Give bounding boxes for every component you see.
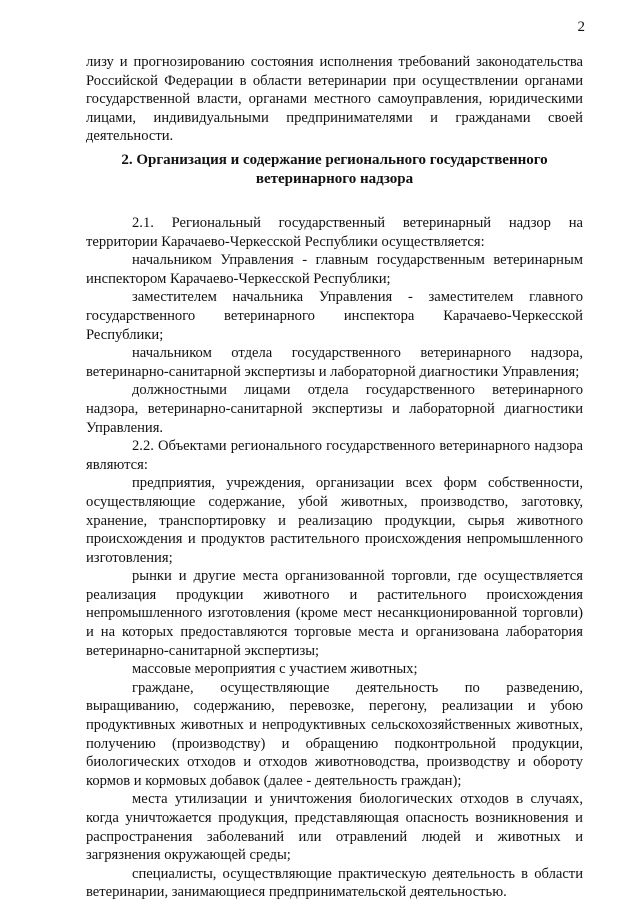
paragraph-citizens: граждане, осуществляющие деятельность по разведению, выращиванию, содержанию, перевозке, перегону, реализации и убою продуктивных животных и непродуктивных сельскохозяйственных животных, получению (производству) и обращению подконтрольной продукции, биологических отходов и отходов животноводства, производству и обороту кормов и кормовых добавок (далее - деятельность граждан); (86, 679, 583, 789)
intro-paragraph: лизу и прогнозированию состояния исполнения требований законодательства Российской Федерации в области ветеринарии при осуществлении органами государственной власти, органами местного самоуправления, юридическими лицами, индивидуальными предпринимателями и гражданами своей деятельности. (86, 54, 583, 145)
paragraph-enterprises: предприятия, учреждения, организации всех форм собственности, осуществляющие содержание, убой животных, производство, заготовку, хранение, транспортировку и реализацию продукции, сырья животного происхождения и продуктов растительного происхождения непромышленного изготовления; (86, 475, 583, 566)
paragraph-officials: должностными лицами отдела государственного ветеринарного надзора, ветеринарно-санитарной экспертизы и лабораторной диагностики Управления. (86, 382, 583, 436)
section-body (86, 214, 583, 902)
section-heading-line-1: 2. Организация и содержание регионального государственного (121, 152, 548, 168)
paragraph-head-of-division: начальником отдела государственного ветеринарного надзора, ветеринарно-санитарной экспертизы и лабораторной диагностики Управления; (86, 345, 583, 380)
section-heading-line-2: ветеринарного надзора (255, 171, 414, 187)
paragraph-specialists: специалисты, осуществляющие практическую деятельность в области ветеринарии, занимающиеся предпринимательской деятельностью. (86, 865, 583, 901)
section-heading (86, 151, 583, 189)
paragraph-mass-events: массовые мероприятия с участием животных; (132, 661, 418, 678)
paragraph-markets: рынки и другие места организованной торговли, где осуществляется реализация продукции животного и растительного происхождения непромышленного изготовления (кроме мест несанкционированной торговли) и на которых предоставляются торговые места и организована лаборатория ветеринарно-санитарной экспертизы; (86, 568, 583, 659)
paragraph-2-1: 2.1. Региональный государственный ветеринарный надзор на территории Карачаево-Черкесской Республики осуществляется: (86, 215, 583, 250)
paragraph-deputy-head: заместителем начальника Управления - заместителем главного государственного ветеринарного инспектора Карачаево-Черкесской Республики; (86, 289, 583, 343)
paragraph-disposal-sites: места утилизации и уничтожения биологических отходов в случаях, когда уничтожается продукция, представляющая опасность возникновения и распространения заболеваний или отравлений людей и животных и загрязнения окружающей среды; (86, 791, 583, 864)
paragraph-head-of-department: начальником Управления - главным государственным ветеринарным инспектором Карачаево-Черкесской Республики; (86, 252, 583, 287)
page-number: 2 (577, 19, 585, 35)
paragraph-2-2: 2.2. Объектами регионального государственного ветеринарного надзора являются: (86, 438, 583, 473)
